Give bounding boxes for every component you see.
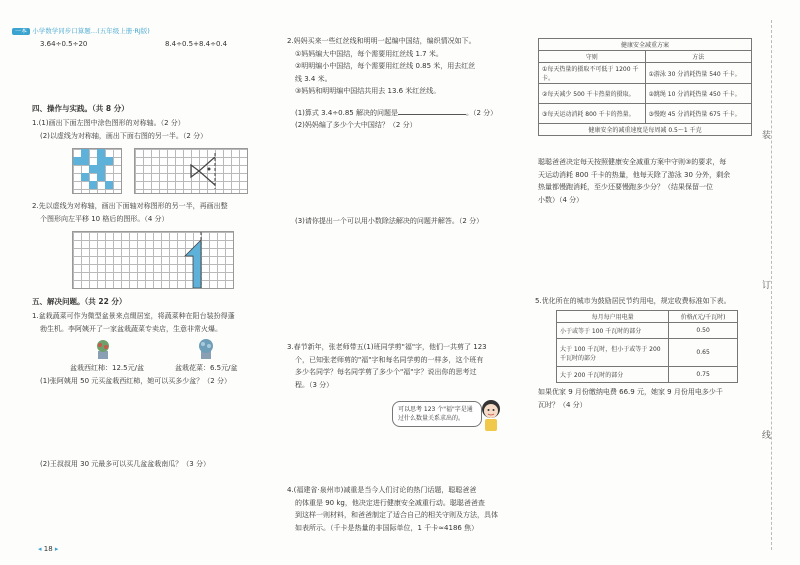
hint-bubble: 可以思考 123 个"福"字是通过什么数量关系求出的。 (392, 401, 482, 427)
shaded-shape (73, 149, 121, 193)
margin-char: 线 (762, 431, 772, 441)
book-badge: 一本 (12, 28, 30, 35)
col-method-header: 方法 (645, 51, 752, 63)
girl-illustration (478, 398, 504, 434)
half-arrow-shape (73, 232, 233, 288)
col-rule-header: 守则 (539, 51, 646, 63)
electricity-table (556, 310, 738, 383)
answer-blank[interactable] (398, 107, 466, 115)
m-q2-1-text: (1)算式 3.4÷0.85 解决的问题是 (295, 109, 398, 117)
r-q-line: 聪聪爸爸决定每天按照健康安全减重方案中守则③的要求，每 (538, 158, 727, 166)
m-q2-3: (3)请你提出一个可以用小数除法解决的问题并解答。（2 分） (295, 217, 484, 225)
symmetry-grid-right (134, 148, 248, 194)
m-q4-line: 4.(福建省·泉州市)减重是当今人们讨论的热门话题，聪聪爸爸 (287, 486, 477, 494)
r-q-line: 小数）（4 分） (538, 195, 584, 204)
prev-arrow-icon: ◂ (38, 545, 42, 553)
tomato-price: 盆栽西红柿：12.5元/盆 (70, 364, 144, 372)
m-q3 (287, 341, 487, 391)
calc-left: 3.64÷0.5÷20 (40, 40, 88, 48)
page-number: 18 (43, 545, 53, 553)
m-q4 (287, 484, 498, 534)
next-arrow-icon: ▸ (54, 545, 59, 553)
r-q5-title: 5.优化所在的城市为鼓励居民节约用电，规定收费标准如下表。 (535, 297, 731, 305)
method-cell: ②跳绳 10 分消耗热量 450 千卡。 (645, 84, 752, 104)
series-title: 小学数学同步口算题…(五年级上册·RJ版) (32, 27, 150, 35)
elec-range-cell: 大于 100 千瓦时，但小于或等于 200 千瓦时的部分 (557, 339, 669, 367)
symmetry-grid-left (72, 148, 122, 194)
m-q4-line: 的体重是 90 kg，他决定进行健康安全减重行动。聪聪爸爸查 (295, 498, 485, 507)
section4-title: 四、操作与实践。（共 8 分） (32, 104, 129, 113)
m-q2-1 (295, 107, 497, 118)
weight-loss-table (538, 38, 752, 136)
tomato-plant-image (92, 338, 114, 360)
elec-price-cell: 0.50 (669, 323, 738, 339)
page-header (12, 26, 150, 37)
elec-range-cell: 小于或等于 100 千瓦时的部分 (557, 323, 669, 339)
m-q4-line: 到这样一则材料，和爸爸制定了适合自己的相关守则及方法，具体 (295, 511, 498, 519)
m-q2-line: ①妈妈编大中国结，每个需要用红丝线 1.7 米。 (295, 49, 443, 58)
elec-range-cell: 大于 200 千瓦时的部分 (557, 367, 669, 383)
page-number-block (38, 544, 58, 554)
s5-q1-line2: 勃生机。李阿姨开了一家盆栽蔬菜专卖店，生意非常火爆。 (40, 325, 222, 333)
translation-grid (72, 231, 234, 289)
m-q2-line: 2.妈妈买来一些红丝线和明明一起编中国结，编织情况如下。 (287, 37, 476, 45)
s4-q2-line1: 2.先以虚线为对称轴，画出下面轴对称图形的另一半，再画出整 (32, 202, 228, 210)
elec-header-price: 价格/(元/千瓦时) (669, 311, 738, 323)
m-q2 (287, 35, 476, 98)
half-figure (135, 149, 247, 193)
calc-right: 8.4÷0.5+8.4÷0.4 (165, 40, 228, 48)
s4-q1b: (2)以虚线为对称轴，画出下面右图的另一半。（2 分） (40, 132, 208, 140)
margin-char: 装 (762, 131, 772, 141)
r-q-line: 天运动消耗 800 千卡的热量，他每天除了游泳 30 分外，剩余 (538, 170, 731, 179)
s4-q2-line2: 个图形向左平移 10 格后的图形。（4 分） (40, 215, 169, 223)
elec-header-usage: 每月每户用电量 (557, 311, 669, 323)
r-q5-line: 瓦时？（4 分） (538, 400, 587, 409)
m-q3-line: 程。（3 分） (295, 380, 334, 389)
cauliflower-plant-image (194, 338, 218, 360)
elec-price-cell: 0.75 (669, 367, 738, 383)
r-question (538, 156, 730, 206)
m-q4-line: 如表所示。（千卡是热量的非国际单位，1 千卡≈4186 焦） (295, 523, 479, 532)
s5-q1b: (2)王叔叔用 30 元最多可以买几盆盆栽南瓜？（3 分） (40, 460, 210, 468)
cauliflower-price: 盆栽花菜：6.5元/盆 (175, 364, 238, 372)
r-q5 (538, 386, 723, 411)
rule-cell: ③每天运动消耗 800 千卡的热量。 (539, 104, 646, 124)
m-q2-1-score: 。（2 分） (465, 109, 498, 117)
m-q2-line: ②明明编小中国结，每个需要用红丝线 0.85 米，用去红丝 (295, 62, 476, 70)
rule-cell: ②每天减少 500 千卡热量的摄取。 (539, 84, 646, 104)
s4-q1: 1.(1)画出下面左图中涂色图形的对称轴。（2 分） (32, 119, 185, 127)
method-cell: ①游泳 30 分消耗热量 540 千卡。 (645, 63, 752, 84)
method-cell: ③慢跑 45 分消耗热量 675 千卡。 (645, 104, 752, 124)
m-q3-line: 3.春节新年，张老师带五(1)班同学剪"福"字，他们一共剪了 123 (287, 343, 487, 351)
m-q2-2: (2)妈妈编了多少个大中国结？（2 分） (295, 121, 417, 129)
r-q-line: 热量都慢跑消耗，至少还要慢跑多少分？（结果保留一位 (538, 183, 713, 191)
margin-char: 订 (762, 281, 772, 291)
elec-price-cell: 0.65 (669, 339, 738, 367)
s5-q1-line1: 1.盆栽蔬菜可作为微型盆景来点缀居室，将蔬菜种在阳台装扮得蓬 (32, 312, 235, 320)
table-title: 健康安全减重方案 (539, 39, 752, 51)
m-q2-line: 线 3.4 米。 (295, 74, 332, 83)
section5-title: 五、解决问题。（共 22 分） (32, 297, 127, 306)
table-footer: 健康安全的减重速度是每周减 0.5～1 千克 (539, 124, 752, 136)
m-q3-line: 多少名同学？每名同学剪了多少个"福"字？说出你的思考过 (295, 368, 477, 376)
r-q5-line: 如果优家 9 月份缴纳电费 66.9 元，她家 9 月份用电多少千 (538, 388, 723, 396)
binding-line (771, 20, 772, 550)
m-q2-line: ③妈妈和明明编中国结共用去 13.6 米红丝线。 (295, 87, 441, 95)
m-q3-line: 个，已知张老师剪的"福"字和每名同学剪的一样多，这个班有 (295, 355, 484, 364)
rule-cell: ①每天热量的摄取不可低于 1200 千卡。 (539, 63, 646, 84)
s5-q1a: (1)张阿姨用 50 元买盆栽西红柿，她可以买多少盆？（2 分） (40, 377, 231, 385)
